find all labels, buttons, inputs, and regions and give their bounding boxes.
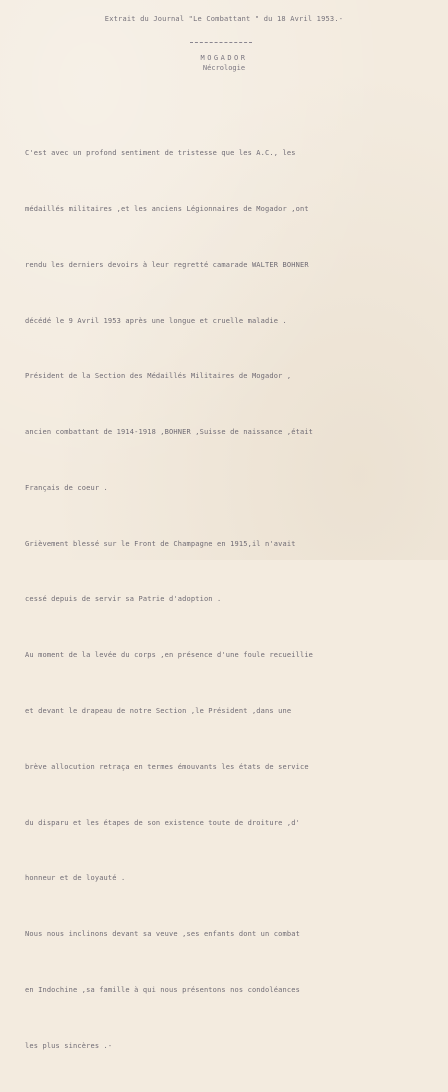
body-line: médaillés militaires ,et les anciens Légionnaires de Mogador ,ont [25, 204, 309, 213]
body-line: en Indochine ,sa famille à qui nous présentons nos condoléances [25, 985, 300, 994]
body-line: honneur et de loyauté . [25, 874, 126, 883]
body-line: rendu les derniers devoirs à leur regretté camarade WALTER BOHNER [25, 260, 309, 269]
body-line: cessé depuis de servir sa Patrie d'adoption . [25, 595, 222, 604]
body-line: Grièvement blessé sur le Front de Champagne en 1915,il n'avait [25, 539, 296, 548]
body-line: ancien combattant de 1914-1918 ,BOHNER ,Suisse de naissance ,était [25, 428, 314, 437]
body-line: brève allocution retraça en termes émouvants les états de service [25, 762, 309, 771]
body-line: Président de la Section des Médaillés Militaires de Mogador , [25, 372, 292, 381]
document-header: Extrait du Journal "Le Combattant " du 18 Avril 1953.- [104, 15, 344, 23]
body-line: Français de coeur . [25, 483, 108, 492]
document-subtitle: Nécrologie [202, 64, 246, 72]
body-line: décédé le 9 Avril 1953 après une longue et cruelle maladie . [25, 316, 287, 325]
document-title: MOGADOR [200, 54, 248, 62]
body-line: C'est avec un profond sentiment de tristesse que les A.C., les [25, 149, 296, 158]
body-line: du disparu et les étapes de son existence toute de droiture ,d' [25, 818, 300, 827]
body-line: Nous nous inclinons devant sa veuve ,ses enfants dont un combat [25, 930, 300, 939]
header-divider [190, 42, 252, 43]
body-line: les plus sincères .- [25, 1041, 113, 1050]
body-line: Au moment de la levée du corps ,en présence d'une foule recueillie [25, 651, 314, 660]
body-line: et devant le drapeau de notre Section ,le Président ,dans une [25, 707, 292, 715]
document-body [25, 107, 445, 1092]
